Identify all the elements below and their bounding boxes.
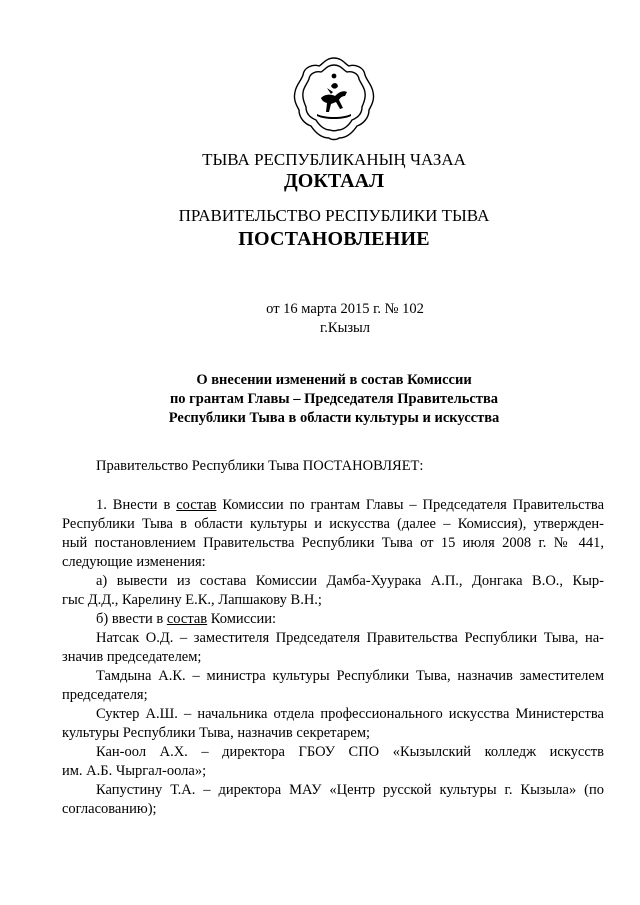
document-title-line: по грантам Главы – Председателя Правительства (169, 391, 499, 407)
member-line: Капустину Т.А. – директора МАУ «Центр русской культуры г. Кызыла» (по (96, 782, 604, 798)
member-line: Натсак О.Д. – заместителя Председателя Правительства Республики Тыва, на- (96, 630, 604, 646)
document-city: г.Кызыл (319, 320, 371, 336)
member-line: согласованию); (62, 801, 157, 817)
document-date-number: от 16 марта 2015 г. № 102 (266, 301, 424, 317)
member-line: культуры Республики Тыва, назначив секретарем; (62, 725, 371, 741)
text: Комиссии по грантам Главы – Председателя Правительства (216, 497, 604, 513)
paragraph-1-line: Республики Тыва в области культуры и искусства (далее – Комиссия), утвержден- (62, 516, 604, 532)
member-line: Суктер А.Ш. – начальника отдела профессионального искусства Министерства (96, 706, 604, 722)
item-a-line: а) вывести из состава Комиссии Дамба-Хуурака А.П., Донгака В.О., Кыр- (96, 573, 604, 589)
composition-link[interactable]: состав (176, 497, 217, 513)
text: б) ввести в (96, 611, 167, 627)
document-body (62, 496, 604, 819)
member-line: Кан-оол А.Х. – директора ГБОУ СПО «Кызылский колледж искусств (96, 744, 604, 760)
preamble (62, 457, 604, 476)
paragraph-1-line (62, 496, 604, 515)
header-tyva-doc-type: ДОКТААЛ (284, 170, 384, 192)
document-title-line: О внесении изменений в состав Комиссии (196, 372, 472, 388)
document-title-line: Республики Тыва в области культуры и искусства (168, 410, 500, 426)
item-a-line: гыс Д.Д., Карелину Е.К., Лапшакову В.Н.; (62, 592, 322, 608)
composition-link[interactable]: состав (166, 611, 208, 627)
header-tyva-government: ТЫВА РЕСПУБЛИКАНЫҢ ЧАЗАА (202, 150, 466, 169)
text: 1. Внести в (96, 497, 177, 513)
member-line: им. А.Б. Чыргал-оола»; (62, 763, 207, 779)
member-line: председателя; (62, 687, 148, 703)
member-line: значив председателем; (62, 649, 202, 665)
text: Комиссии: (207, 611, 277, 627)
member-line: Тамдына А.К. – министра культуры Республики Тыва, назначив заместителем (96, 668, 604, 684)
tyva-emblem-icon (287, 52, 381, 146)
header-ru-government: ПРАВИТЕЛЬСТВО РЕСПУБЛИКИ ТЫВА (178, 206, 490, 225)
header-ru-doc-type: ПОСТАНОВЛЕНИЕ (238, 228, 430, 250)
item-b-line (62, 610, 604, 629)
paragraph-1-line: ный постановлением Правительства Республики Тыва от 15 июля 2008 г. № 441, (62, 535, 604, 551)
preamble-text: Правительство Республики Тыва ПОСТАНОВЛЯЕТ: (96, 458, 424, 474)
paragraph-1-line: следующие изменения: (62, 554, 206, 570)
